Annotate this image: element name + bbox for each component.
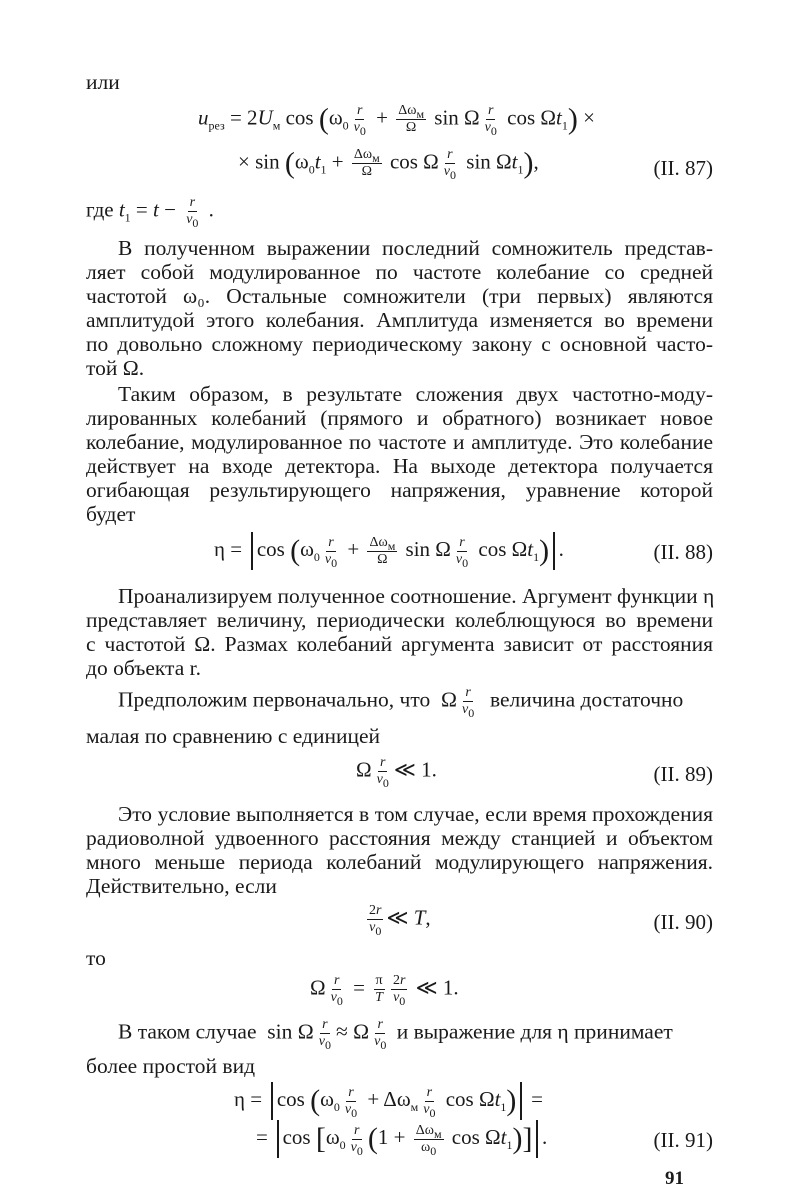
equation-number-89: (II. 89) xyxy=(653,762,713,786)
paragraph-5-line: много меньше периода колебаний модулирующего напряжения. xyxy=(86,850,713,874)
page-number: 91 xyxy=(665,1168,684,1189)
paragraph-2-line: будет xyxy=(86,502,136,526)
paragraph-4-start: Предположим первоначально, что xyxy=(118,687,431,712)
paragraph-6-start: В таком случае xyxy=(118,1019,257,1044)
paragraph-6-line1: В таком случае sin Ω $\frac{r}{v_0}$ ≈ Ω $\frac{r}{v_0}$ и выражение для η принимает xyxy=(118,1017,673,1052)
text-ili: или xyxy=(86,70,120,94)
paragraph-4-line2: малая по сравнению с единицей xyxy=(86,724,381,748)
paragraph-5-line: Это условие выполняется в том случае, если время прохождения xyxy=(118,802,713,826)
paragraph-3-line: с частотой Ω. Размах колебаний аргумента зависит от расстояния xyxy=(86,632,713,656)
equation-88: $\eta = \cos (\omega_0$ $\frac{r}{v_0}$ + $\frac{\Delta\omega_м}{\Omega}$ sin Ω $\frac{r}{v_0}$ $\cos \Omega t_1$) . xyxy=(214,534,564,570)
equation-87-line2: × $\sin (\omega_0t_1$ + $\frac{\Delta\omega_м}{\Omega}$ cos Ω $\frac{r}{v_0}$ $\sin \Omega t_1$), xyxy=(238,146,539,182)
paragraph-6-end: и выражение для η принимает xyxy=(396,1019,673,1044)
paragraph-1-line: по довольно сложному периодическому закону с основной часто- xyxy=(86,332,713,356)
equation-90b: Ω $\frac{r}{v_0}$ = $\frac{\pi}{T}$ $\frac{2r}{v_0}$ ≪ 1. xyxy=(310,973,459,1008)
equation-number-91: (II. 91) xyxy=(653,1128,713,1152)
paragraph-5-line: Действительно, если xyxy=(86,874,277,898)
equation-number-88: (II. 88) xyxy=(653,540,713,564)
paragraph-2-line: действует на входе детектора. На выходе детектора получается xyxy=(86,454,713,478)
paragraph-3-line: Проанализируем полученное соотношение. Аргумент функции η xyxy=(118,584,715,608)
paragraph-5-line: радиоволной удвоенного расстояния между станцией и объектом xyxy=(86,826,713,850)
definition-t1: где $t_1 = t$ − $\frac{r}{v_0}$ . xyxy=(86,195,214,230)
paragraph-4-end: величина достаточно xyxy=(489,687,684,712)
paragraph-1-line: амплитудой этого колебания. Амплитуда изменяется во времени xyxy=(86,308,713,332)
paragraph-6-line2: более простой вид xyxy=(86,1054,256,1078)
paragraph-2-line: лированных колебаний (прямого и обратного) возникает новое xyxy=(86,406,713,430)
paragraph-2-line: колебание, модулированное по частоте и амплитуде. Это колебание xyxy=(86,430,713,454)
paragraph-1-line: той Ω. xyxy=(86,356,145,380)
paragraph-4-line1: Предположим первоначально, что Ω $\frac{r}{v_0}$ величина достаточно xyxy=(118,685,684,720)
paragraph-1-line: ляет собой модулированное по частоте колебание со средней xyxy=(86,260,713,284)
equation-91-line2: = $\cos [\omega_0$ $\frac{r}{v_0}$ (1 + $\frac{\Delta\omega_м}{\omega_0}$ $\cos \Omega t_1$)] . xyxy=(256,1122,548,1158)
paragraph-1-line: В полученном выражении последний сомножитель представ- xyxy=(118,236,713,260)
paragraph-1-line: частотой ω₀. Остальные сомножители (три первых) являются xyxy=(86,284,713,308)
paragraph-2-line: огибающая результирующего напряжения, уравнение которой xyxy=(86,478,713,502)
equation-87-line1: $u_{рез} = 2U_м$ $\cos (\omega_0$ $\frac{r}{v_0}$ + $\frac{\Delta\omega_м}{\Omega}$ sin Ω $\frac{r}{v_0}$ $\cos \Omega t_1$) × xyxy=(198,102,595,138)
text-gde: где xyxy=(86,197,114,222)
paragraph-3-line: представляет величину, периодически колеблющуюся во времени xyxy=(86,608,713,632)
equation-89: Ω $\frac{r}{v_0}$ ≪ 1. xyxy=(356,755,437,790)
equation-91-line1: $\eta = \cos (\omega_0$ $\frac{r}{v_0}$ + $\Delta\omega_м$ $\frac{r}{v_0}$ $\cos \Omega t_1$) = xyxy=(234,1084,543,1120)
paragraph-2-line: Таким образом, в результате сложения двух частотно-моду- xyxy=(118,382,713,406)
paragraph-3-line: до объекта r. xyxy=(86,656,201,680)
text-to: то xyxy=(86,946,106,970)
equation-number-87: (II. 87) xyxy=(653,156,713,180)
equation-number-90: (II. 90) xyxy=(653,910,713,934)
equation-90: $\frac{2r}{v_0}$ ≪ T, xyxy=(369,903,431,938)
